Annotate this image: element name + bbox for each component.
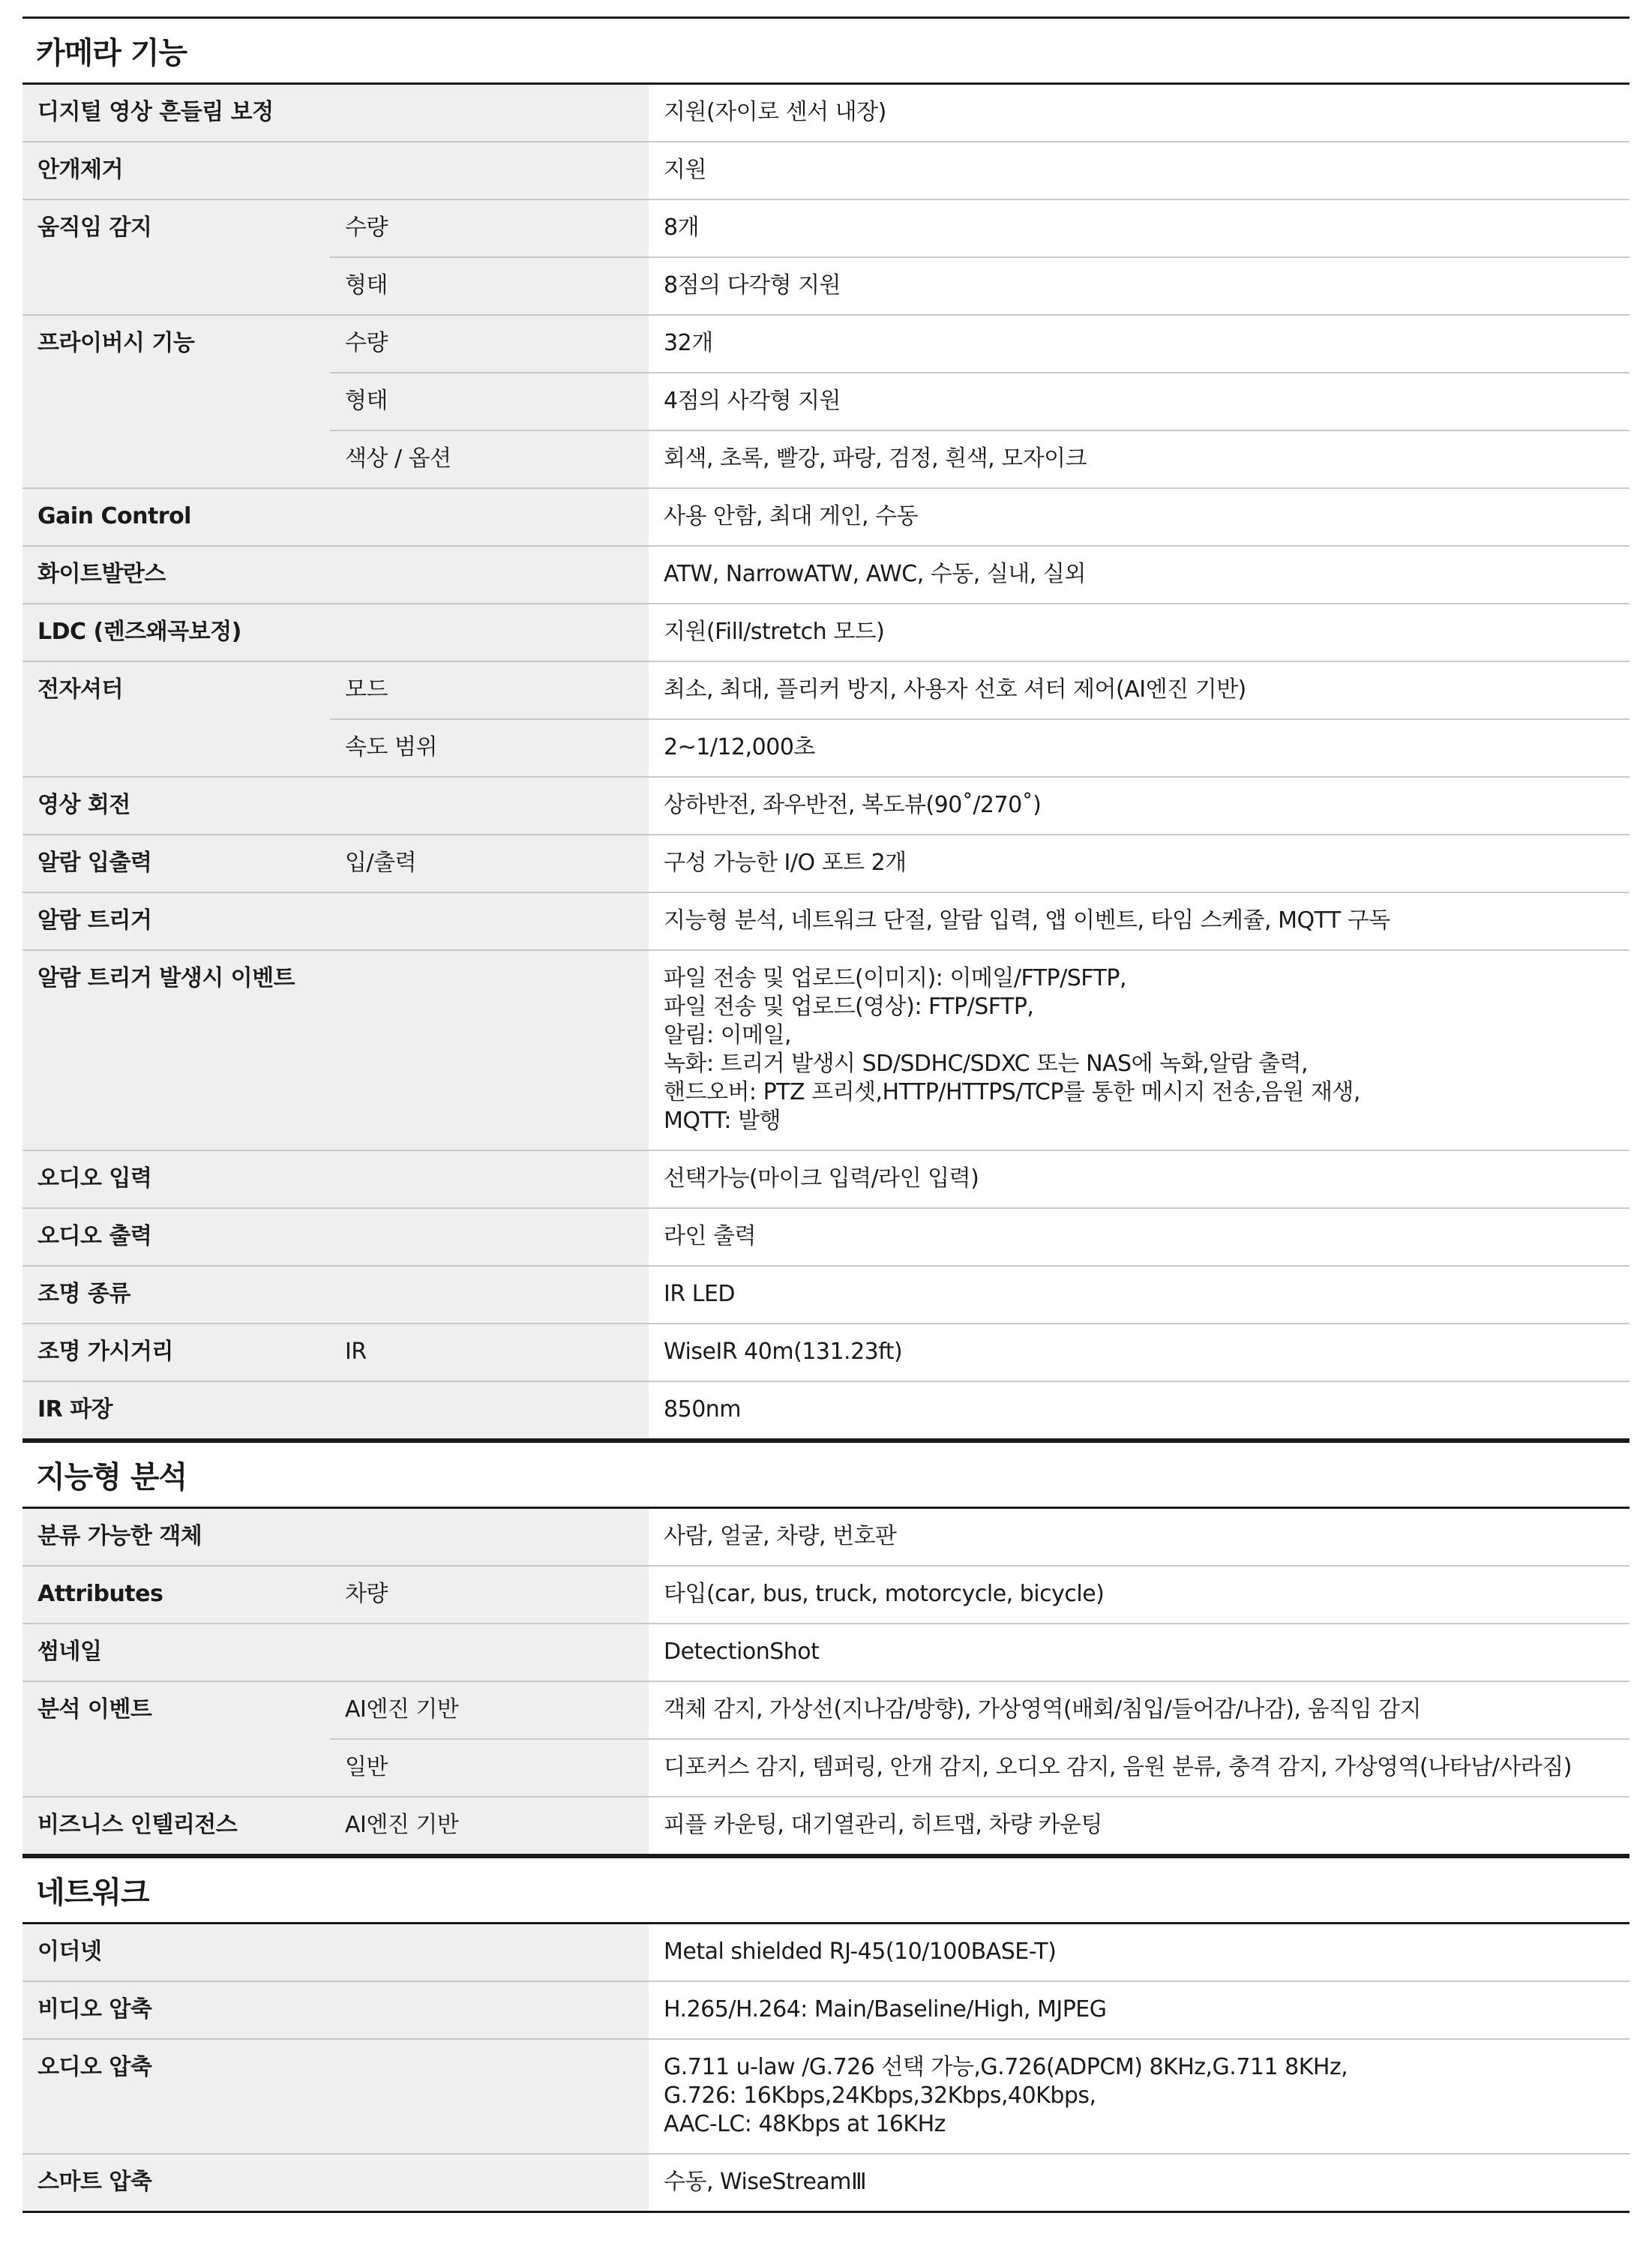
spec-label: 디지털 영상 흔들림 보정 — [22, 85, 649, 142]
spec-row — [22, 1624, 1630, 1681]
spec-label: 안개제거 — [22, 142, 649, 199]
spec-label: 오디오 출력 — [22, 1208, 649, 1266]
spec-row — [22, 1208, 1630, 1266]
spec-sublabel: 입/출력 — [330, 835, 649, 892]
spec-table — [22, 1924, 1630, 2213]
spec-sublabel: 형태 — [330, 257, 649, 315]
spec-label: IR 파장 — [22, 1381, 649, 1440]
spec-row — [22, 142, 1630, 199]
spec-value-line: 핸드오버: PTZ 프리셋,HTTP/HTTPS/TCP를 통한 메시지 전송,음원 재생, — [664, 1079, 1360, 1105]
spec-label: 이더넷 — [22, 1924, 649, 1981]
spec-value: 32개 — [649, 315, 1630, 373]
spec-value-line: 파일 전송 및 업로드(영상): FTP/SFTP, — [664, 994, 1034, 1020]
spec-value — [649, 2039, 1630, 2154]
spec-label: Attributes — [22, 1566, 330, 1624]
spec-label: 오디오 입력 — [22, 1150, 649, 1208]
spec-row — [22, 2154, 1630, 2212]
spec-row — [22, 2039, 1630, 2154]
spec-value: 객체 감지, 가상선(지나감/방향), 가상영역(배회/침입/들어감/나감), 움직임 감지 — [649, 1681, 1630, 1739]
spec-row — [22, 950, 1630, 1150]
spec-value: 선택가능(마이크 입력/라인 입력) — [649, 1150, 1630, 1208]
spec-row — [22, 1509, 1630, 1566]
spec-row — [22, 488, 1630, 546]
spec-sublabel: 속도 범위 — [330, 719, 649, 777]
spec-row — [22, 1566, 1630, 1624]
spec-value: IR LED — [649, 1266, 1630, 1324]
spec-row — [22, 1266, 1630, 1324]
section-title: 카메라 기능 — [22, 16, 1630, 85]
spec-sublabel: 수량 — [330, 315, 649, 373]
spec-row — [22, 1797, 1630, 1855]
spec-value: DetectionShot — [649, 1624, 1630, 1681]
spec-row — [22, 1381, 1630, 1440]
spec-value: Metal shielded RJ-45(10/100BASE-T) — [649, 1924, 1630, 1981]
spec-value: 상하반전, 좌우반전, 복도뷰(90˚/270˚) — [649, 777, 1630, 835]
spec-row — [22, 315, 1630, 373]
spec-row — [22, 1324, 1630, 1381]
spec-label: 분류 가능한 객체 — [22, 1509, 649, 1566]
spec-label: 스마트 압축 — [22, 2154, 649, 2212]
spec-value — [649, 950, 1630, 1150]
spec-sublabel: 수량 — [330, 199, 649, 257]
spec-row — [22, 777, 1630, 835]
spec-sublabel: 일반 — [330, 1739, 649, 1797]
spec-sublabel: AI엔진 기반 — [330, 1681, 649, 1739]
spec-value: 최소, 최대, 플리커 방지, 사용자 선호 셔터 제어(AI엔진 기반) — [649, 661, 1630, 719]
section-title: 지능형 분석 — [22, 1441, 1630, 1509]
spec-label: 비디오 압축 — [22, 1981, 649, 2039]
spec-row — [22, 1981, 1630, 2039]
spec-row — [22, 604, 1630, 661]
spec-value: 회색, 초록, 빨강, 파랑, 검정, 흰색, 모자이크 — [649, 430, 1630, 488]
spec-value-line: 파일 전송 및 업로드(이미지): 이메일/FTP/SFTP, — [664, 965, 1126, 991]
spec-value: 수동, WiseStreamⅢ — [649, 2154, 1630, 2212]
spec-sublabel: IR — [330, 1324, 649, 1381]
spec-row — [22, 835, 1630, 892]
spec-value-line: 녹화: 트리거 발생시 SD/SDHC/SDXC 또는 NAS에 녹화,알람 출력, — [664, 1051, 1309, 1077]
spec-row — [22, 1924, 1630, 1981]
spec-label: 알람 입출력 — [22, 835, 330, 892]
spec-sublabel: AI엔진 기반 — [330, 1797, 649, 1855]
section-title: 네트워크 — [22, 1856, 1630, 1924]
spec-row — [22, 1681, 1630, 1739]
spec-value-line: MQTT: 발행 — [664, 1108, 781, 1134]
spec-table — [22, 1509, 1630, 1856]
spec-label: 영상 회전 — [22, 777, 649, 835]
spec-label: 조명 종류 — [22, 1266, 649, 1324]
spec-label: 분석 이벤트 — [22, 1681, 330, 1797]
spec-value: 타입(car, bus, truck, motorcycle, bicycle) — [649, 1566, 1630, 1624]
spec-row — [22, 1150, 1630, 1208]
spec-sheet — [22, 16, 1630, 2213]
spec-sublabel: 색상 / 옵션 — [330, 430, 649, 488]
spec-row — [22, 546, 1630, 604]
spec-label: 비즈니스 인텔리전스 — [22, 1797, 330, 1855]
spec-value: 지원 — [649, 142, 1630, 199]
spec-label: 썸네일 — [22, 1624, 649, 1681]
spec-label: 프라이버시 기능 — [22, 315, 330, 488]
spec-row — [22, 199, 1630, 257]
spec-value: 사용 안함, 최대 게인, 수동 — [649, 488, 1630, 546]
spec-value-line: G.711 u-law /G.726 선택 가능,G.726(ADPCM) 8KHz,G.711 8KHz, — [664, 2054, 1348, 2080]
spec-label: 조명 가시거리 — [22, 1324, 330, 1381]
spec-value: 디포커스 감지, 템퍼링, 안개 감지, 오디오 감지, 음원 분류, 충격 감지, 가상영역(나타남/사라짐) — [649, 1739, 1630, 1797]
spec-sublabel: 형태 — [330, 373, 649, 430]
spec-value: 8개 — [649, 199, 1630, 257]
spec-value: WiseIR 40m(131.23ft) — [649, 1324, 1630, 1381]
spec-label: 움직임 감지 — [22, 199, 330, 315]
spec-table — [22, 85, 1630, 1441]
spec-label: 알람 트리거 — [22, 892, 649, 950]
spec-value: 4점의 사각형 지원 — [649, 373, 1630, 430]
spec-row — [22, 892, 1630, 950]
spec-value: 지원(Fill/stretch 모드) — [649, 604, 1630, 661]
spec-value: 850nm — [649, 1381, 1630, 1440]
spec-value: 피플 카운팅, 대기열관리, 히트맵, 차량 카운팅 — [649, 1797, 1630, 1855]
spec-label: 전자셔터 — [22, 661, 330, 777]
spec-value: 구성 가능한 I/O 포트 2개 — [649, 835, 1630, 892]
spec-value: 2~1/12,000초 — [649, 719, 1630, 777]
spec-value-line: G.726: 16Kbps,24Kbps,32Kbps,40Kbps, — [664, 2083, 1096, 2109]
spec-sublabel: 모드 — [330, 661, 649, 719]
spec-value-line: 알림: 이메일, — [664, 1022, 792, 1048]
spec-row — [22, 85, 1630, 142]
spec-value: 지원(자이로 센서 내장) — [649, 85, 1630, 142]
spec-value: 지능형 분석, 네트워크 단절, 알람 입력, 앱 이벤트, 타임 스케쥴, MQTT 구독 — [649, 892, 1630, 950]
spec-label: 알람 트리거 발생시 이벤트 — [22, 950, 649, 1150]
spec-sublabel: 차량 — [330, 1566, 649, 1624]
spec-value: 라인 출력 — [649, 1208, 1630, 1266]
spec-value: 사람, 얼굴, 차량, 번호판 — [649, 1509, 1630, 1566]
spec-value-line: AAC-LC: 48Kbps at 16KHz — [664, 2111, 946, 2137]
spec-label: Gain Control — [22, 488, 649, 546]
spec-label: 오디오 압축 — [22, 2039, 649, 2154]
spec-label: LDC (렌즈왜곡보정) — [22, 604, 649, 661]
spec-value: 8점의 다각형 지원 — [649, 257, 1630, 315]
spec-label: 화이트발란스 — [22, 546, 649, 604]
spec-row — [22, 661, 1630, 719]
spec-value: H.265/H.264: Main/Baseline/High, MJPEG — [649, 1981, 1630, 2039]
spec-value: ATW, NarrowATW, AWC, 수동, 실내, 실외 — [649, 546, 1630, 604]
